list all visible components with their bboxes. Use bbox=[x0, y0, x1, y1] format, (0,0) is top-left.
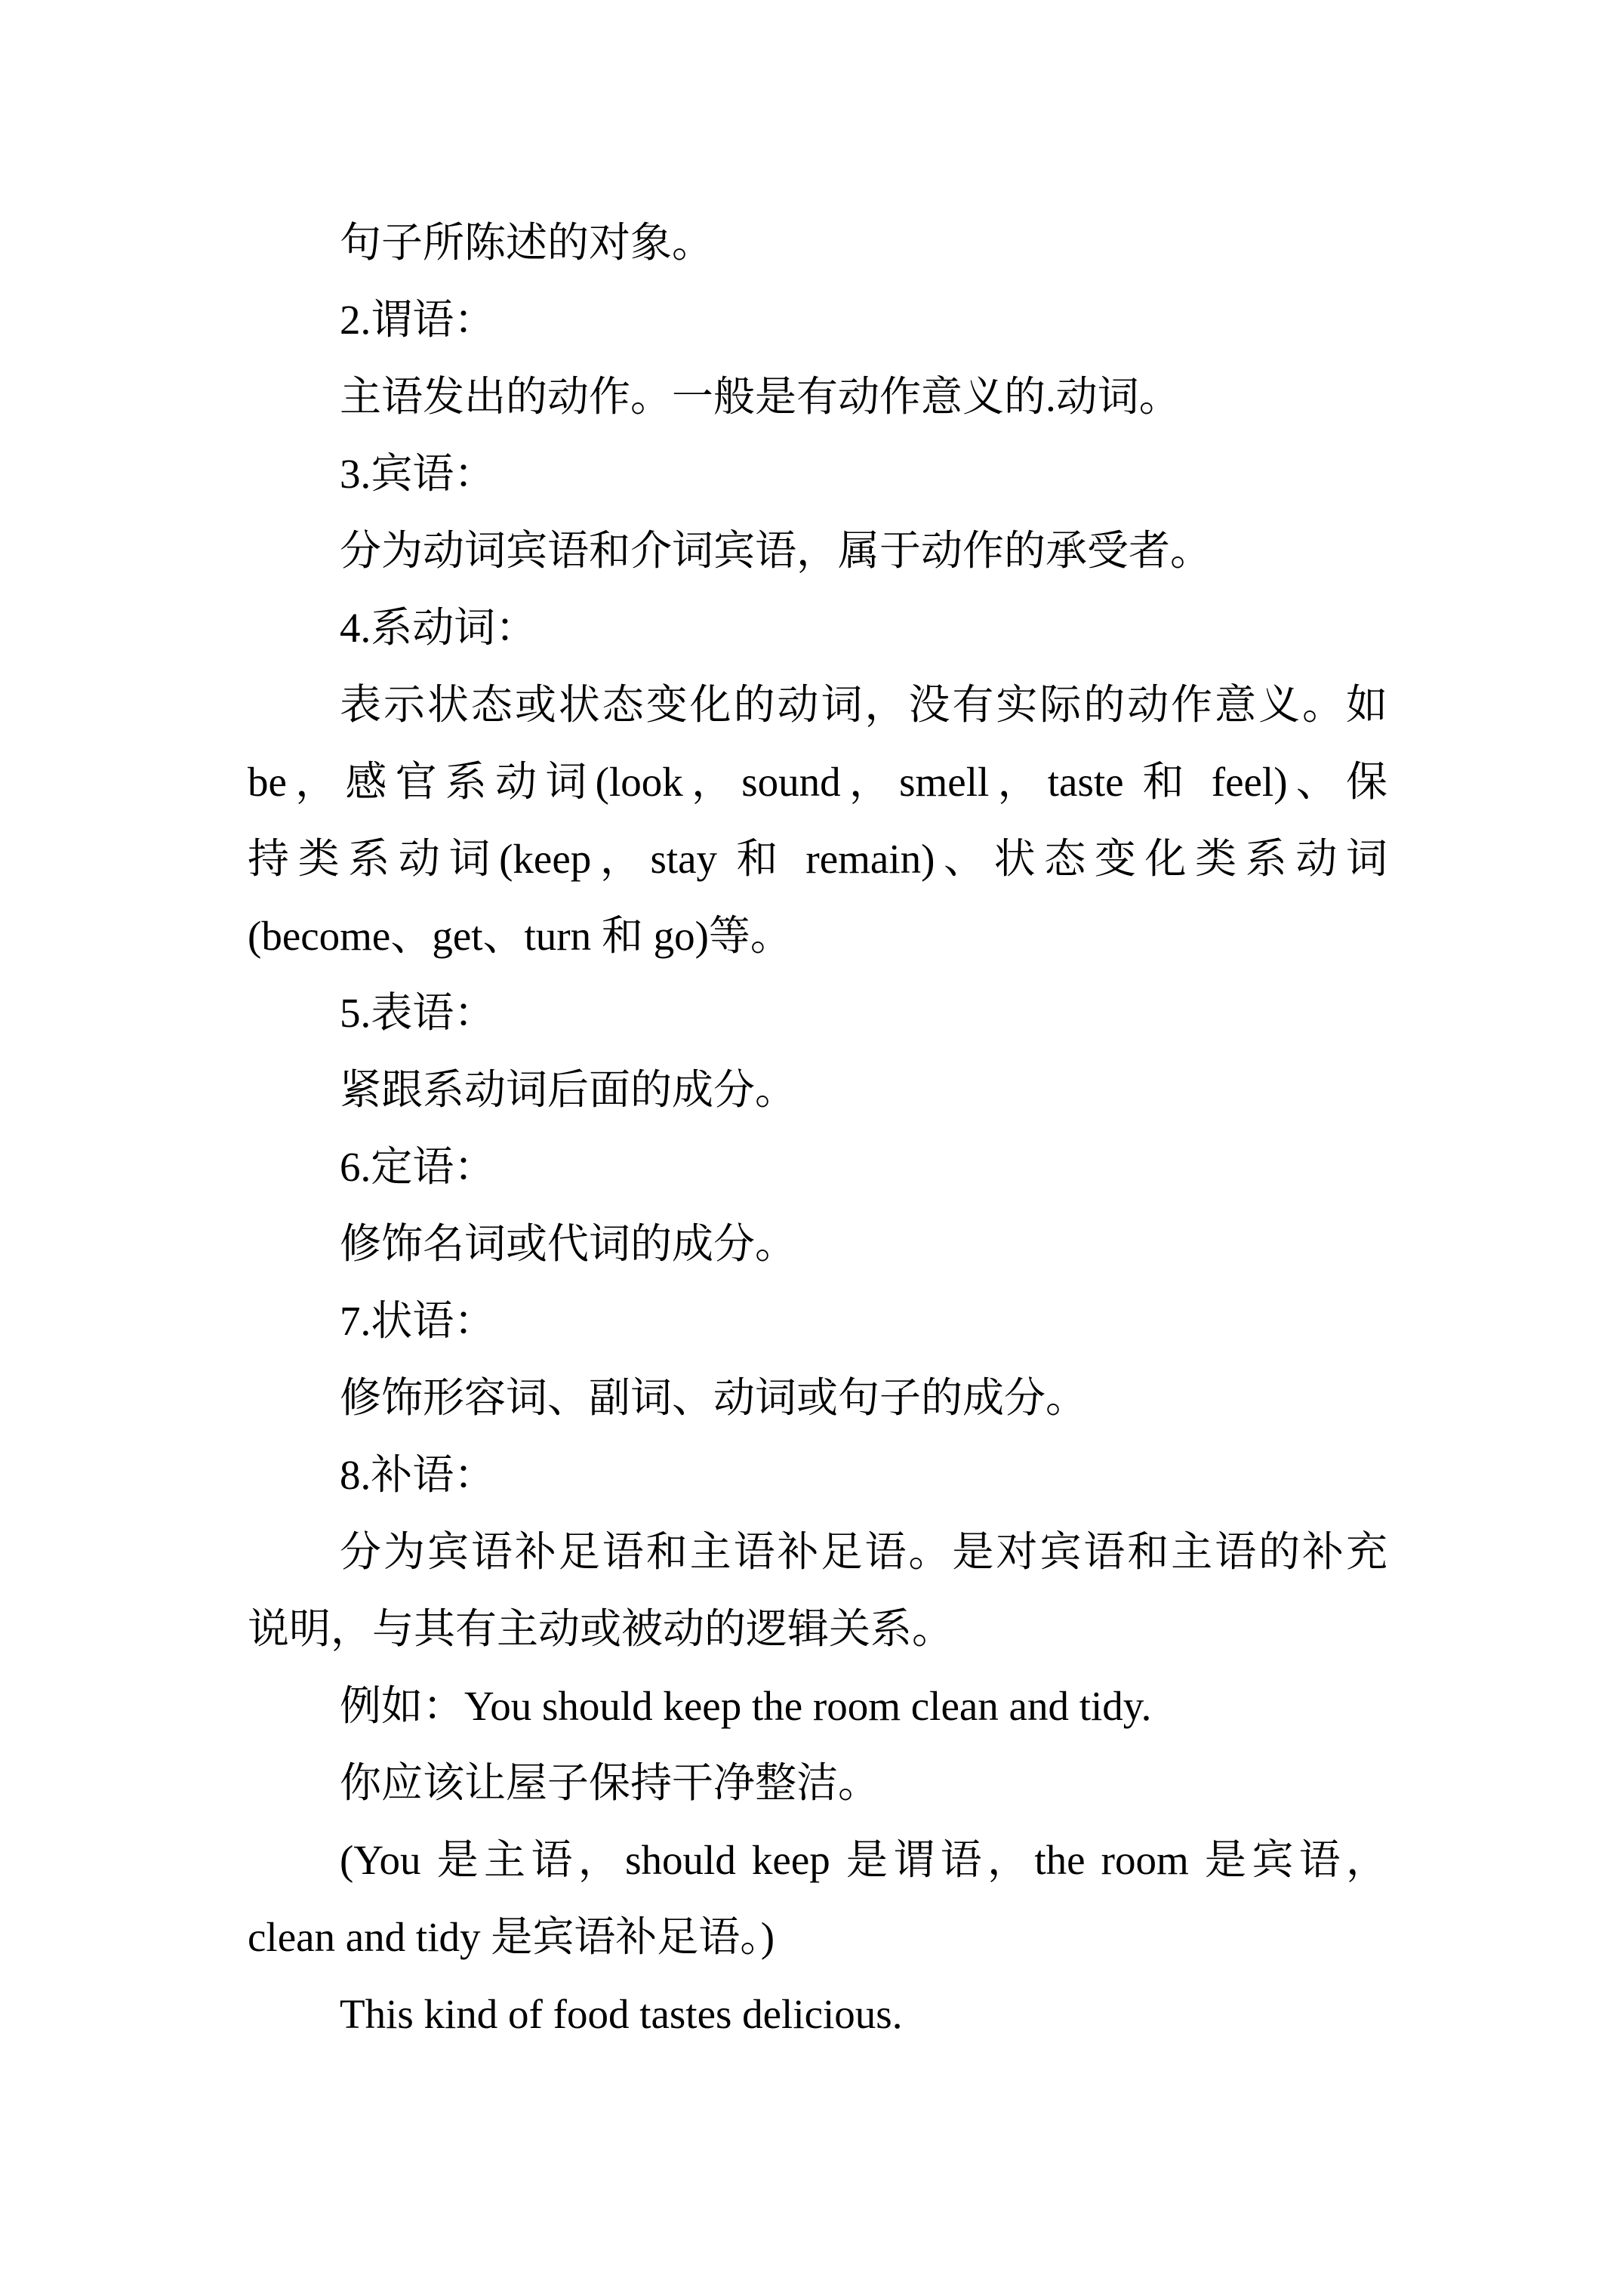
document-body bbox=[248, 205, 1387, 2053]
section-heading-predicative: 5.表语： bbox=[340, 990, 496, 1036]
section-heading-complement: 8.补语： bbox=[340, 1452, 496, 1498]
section-text-line: 持类系动词(keep，stay 和 remain)、状态变化类系动词 bbox=[248, 836, 1387, 882]
section-text-line: 修饰名词或代词的成分。 bbox=[340, 1221, 797, 1267]
section-heading-object: 3.宾语： bbox=[340, 451, 496, 497]
example-translation: 你应该让屋子保持干净整洁。 bbox=[340, 1760, 880, 1806]
example-analysis-line: clean and tidy 是宾语补足语。) bbox=[248, 1914, 775, 1960]
section-text-line: be，感官系动词(look，sound，smell，taste 和 feel)、保 bbox=[248, 759, 1387, 805]
section-text-line: 紧跟系动词后面的成分。 bbox=[340, 1067, 797, 1113]
section-text-line: 说明，与其有主动或被动的逻辑关系。 bbox=[248, 1606, 954, 1652]
section-text-line: 分为宾语补足语和主语补足语。是对宾语和主语的补充 bbox=[340, 1529, 1387, 1575]
example-sentence: This kind of food tastes delicious. bbox=[340, 1991, 903, 2037]
section-text-line: 分为动词宾语和介词宾语，属于动作的承受者。 bbox=[340, 528, 1212, 574]
section-heading-predicate: 2.谓语： bbox=[340, 297, 496, 343]
section-text-line: 主语发出的动作。一般是有动作意义的.动词。 bbox=[340, 374, 1181, 420]
section-heading-adverbial: 7.状语： bbox=[340, 1298, 496, 1344]
example-sentence: 例如：You should keep the room clean and tidy. bbox=[340, 1683, 1152, 1729]
section-text-line: (become、get、turn 和 go)等。 bbox=[248, 913, 792, 959]
section-heading-linking-verb: 4.系动词： bbox=[340, 605, 537, 651]
example-analysis-line: (You 是主语，should keep 是谓语，the room 是宾语， bbox=[340, 1837, 1387, 1883]
continuation-line: 句子所陈述的对象。 bbox=[340, 220, 714, 266]
section-text-line: 修饰形容词、副词、动词或句子的成分。 bbox=[340, 1375, 1088, 1421]
section-text-line: 表示状态或状态变化的动词，没有实际的动作意义。如 bbox=[340, 682, 1387, 728]
section-heading-attributive: 6.定语： bbox=[340, 1144, 496, 1190]
